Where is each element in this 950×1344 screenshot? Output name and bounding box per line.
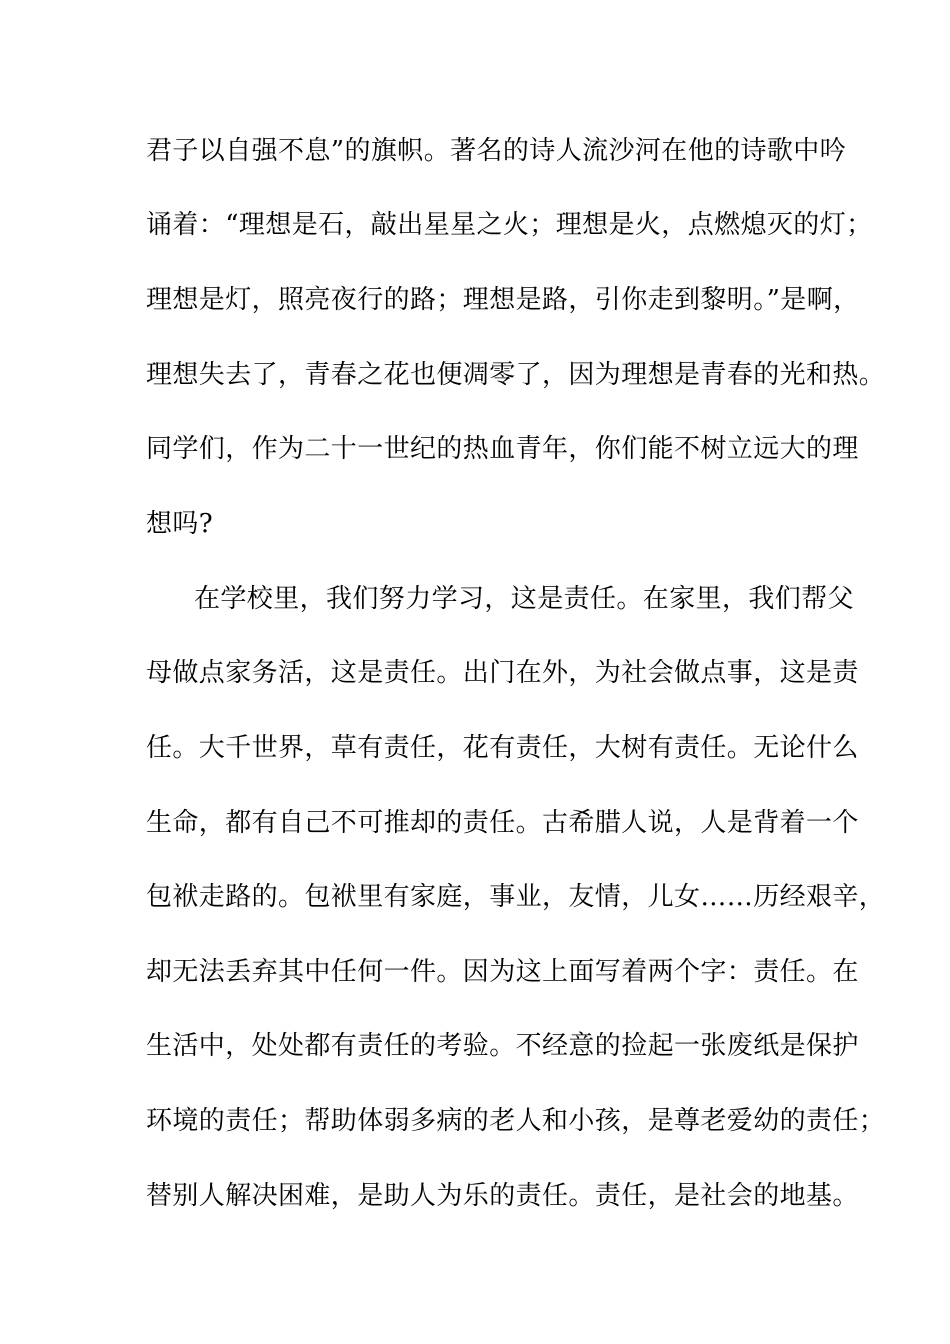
paragraph-line: 想吗? [146,509,214,539]
paragraph-line: 理想是灯，照亮夜行的路；理想是路，引你走到黎明。”是啊， [146,285,860,315]
paragraph-line: 任。大千世界，草有责任，花有责任，大树有责任。无论什么 [146,733,859,763]
paragraph-line: 君子以自强不息”的旗帜。著名的诗人流沙河在他的诗歌中吟 [146,136,847,166]
paragraph-line: 生活中，处处都有责任的考验。不经意的捡起一张废纸是保护 [146,1031,859,1061]
paragraph-line: 诵着：“理想是石，敲出星星之火；理想是火，点燃熄灭的灯； [146,210,873,240]
paragraph-line: 环境的责任；帮助体弱多病的老人和小孩，是尊老爱幼的责任； [146,1106,886,1136]
paragraph-line: 却无法丢弃其中任何一件。因为这上面写着两个字：责任。在 [146,957,859,987]
paragraph-line: 包袱走路的。包袱里有家庭，事业，友情，儿女……历经艰辛， [146,882,886,912]
paragraph-line: 母做点家务活，这是责任。出门在外，为社会做点事，这是责 [146,658,859,688]
paragraph-line: 同学们，作为二十一世纪的热血青年，你们能不树立远大的理 [146,434,859,464]
paragraph-line: 在学校里，我们努力学习，这是责任。在家里，我们帮父 [194,584,855,614]
paragraph-line: 理想失去了，青春之花也便凋零了，因为理想是青春的光和热。 [146,360,886,390]
paragraph-line: 替别人解决困难，是助人为乐的责任。责任，是社会的地基。 [146,1181,859,1211]
paragraph-line: 生命，都有自己不可推却的责任。古希腊人说，人是背着一个 [146,808,859,838]
